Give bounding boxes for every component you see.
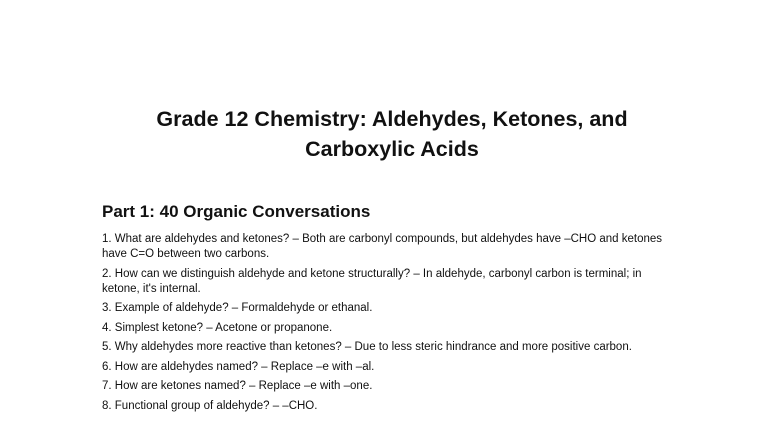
list-item: 7. How are ketones named? – Replace –e with –one. [102,380,373,392]
list-item: 5. Why aldehydes more reactive than ketones? – Due to less steric hindrance and more positive carbon. [102,341,632,353]
list-item: 8. Functional group of aldehyde? – –CHO. [102,399,318,412]
list-item: 6. How are aldehydes named? – Replace –e with –al. [102,360,375,373]
list-item: 4. Simplest ketone? – Acetone or propanone. [102,321,333,334]
document-title-line-2: Carboxylic Acids [305,137,479,161]
list-item: 2. How can we distinguish aldehyde and ketone structurally? – In aldehyde, carbonyl carbon is terminal; in ketone, it's internal. [102,267,642,295]
document-title-line-1: Grade 12 Chemistry: Aldehydes, Ketones, and [156,107,628,131]
section-heading: Part 1: 40 Organic Conversations [102,202,371,221]
document-title [102,104,682,164]
qa-list [102,232,682,418]
list-item: 3. Example of aldehyde? – Formaldehyde or ethanal. [102,302,373,314]
list-item: 1. What are aldehydes and ketones? – Both are carbonyl compounds, but aldehydes have –CHO and ketones have C=O between two carbons. [102,233,663,260]
